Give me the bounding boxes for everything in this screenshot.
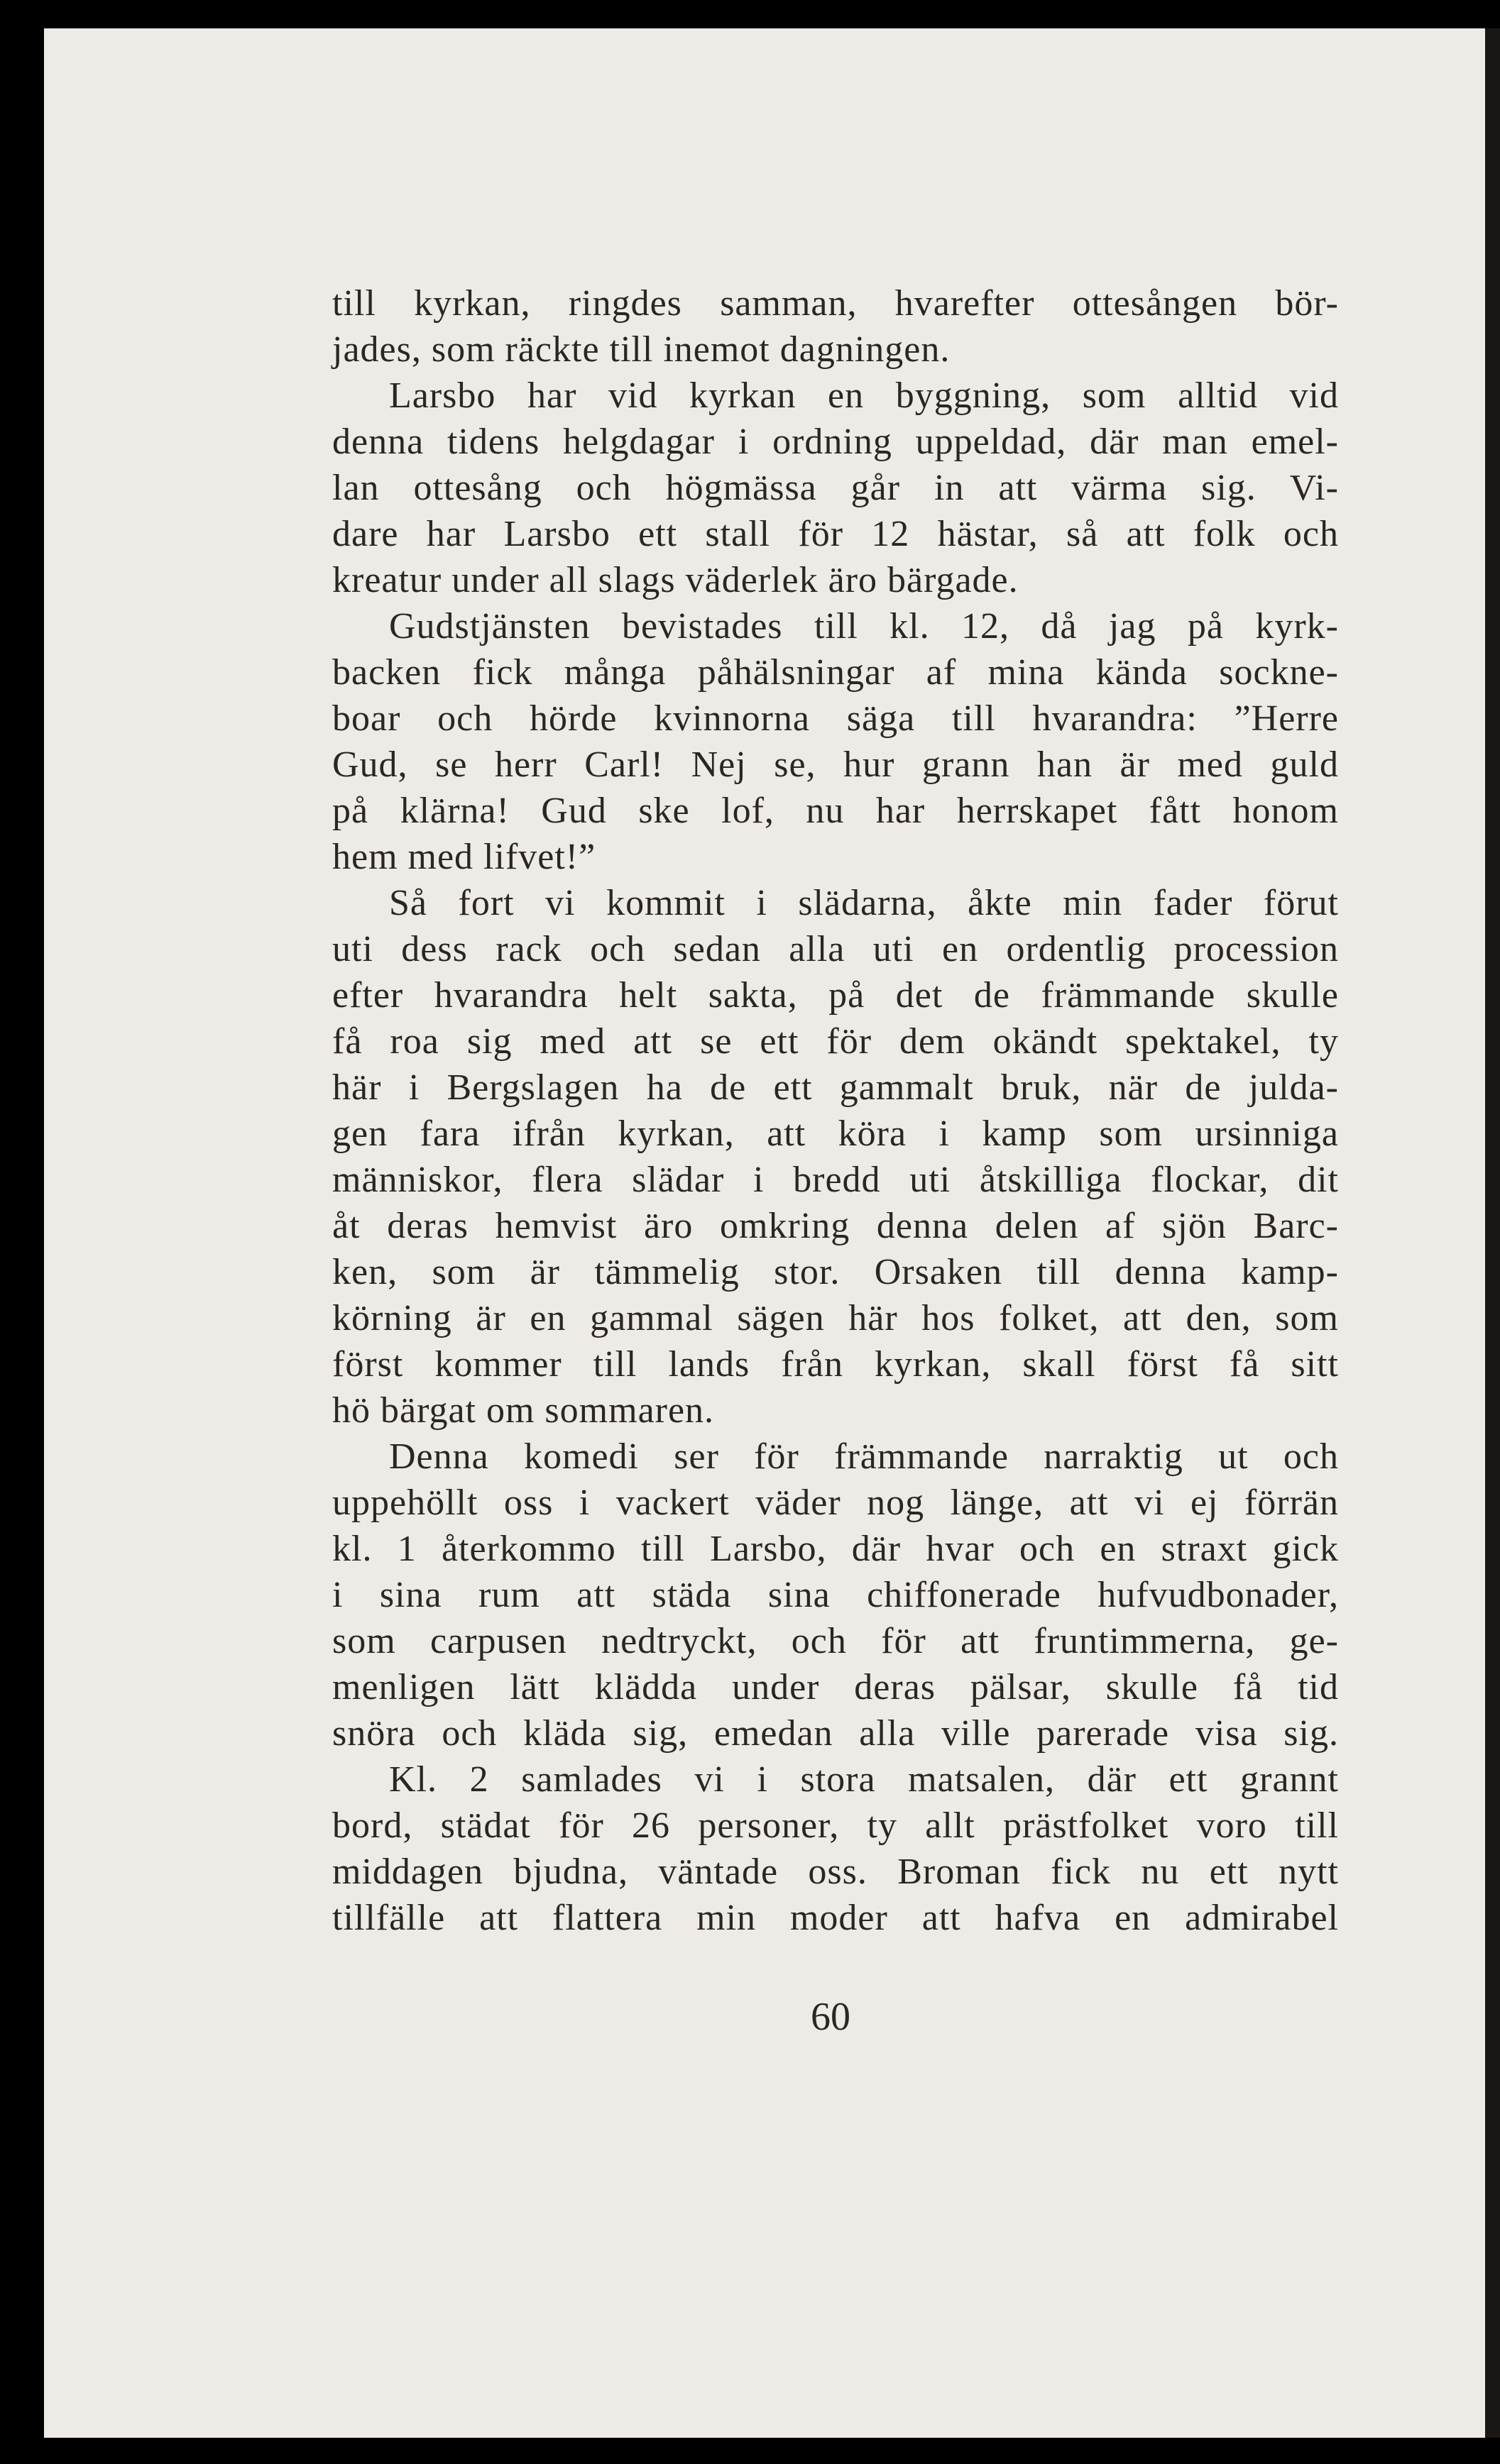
- text-line: här i Bergslagen ha de ett gammalt bruk, när de julda-: [332, 1067, 1339, 1108]
- text-line: ken, som är tämmelig stor. Orsaken till denna kamp-: [332, 1252, 1339, 1292]
- text-line: uppehöllt oss i vackert väder nog länge, att vi ej förrän: [332, 1483, 1339, 1523]
- text-line: Larsbo har vid kyrkan en byggning, som alltid vid: [389, 375, 1339, 416]
- text-line: hö bärgat om sommaren.: [332, 1390, 715, 1431]
- text-line: kl. 1 återkommo till Larsbo, där hvar och en straxt gick: [332, 1529, 1339, 1569]
- text-line: åt deras hemvist äro omkring denna delen af sjön Barc-: [332, 1206, 1339, 1246]
- text-line: tillfälle att flattera min moder att hafva en admirabel: [332, 1898, 1339, 1938]
- text-line: backen fick många påhälsningar af mina kända sockne-: [332, 652, 1339, 693]
- page-number: 60: [811, 1995, 850, 2039]
- text-line: hem med lifvet!”: [332, 837, 596, 877]
- text-line: i sina rum att städa sina chiffonerade hufvudbonader,: [332, 1575, 1339, 1615]
- text-line: jades, som räckte till inemot dagningen.: [332, 329, 951, 370]
- text-line: efter hvarandra helt sakta, på det de främmande skulle: [332, 975, 1339, 1016]
- text-line: dare har Larsbo ett stall för 12 hästar, så att folk och: [332, 514, 1339, 554]
- text-line: Denna komedi ser för främmande narraktig ut och: [389, 1436, 1339, 1477]
- text-line: Kl. 2 samlades vi i stora matsalen, där ett grannt: [389, 1759, 1339, 1800]
- text-line: boar och hörde kvinnorna säga till hvarandra: ”Herre: [332, 698, 1339, 739]
- text-line: körning är en gammal sägen här hos folket, att den, som: [332, 1298, 1339, 1338]
- text-line: Gudstjänsten bevistades till kl. 12, då jag på kyrk-: [389, 606, 1339, 647]
- text-line: kreatur under all slags väderlek äro bärgade.: [332, 560, 1019, 600]
- text-line: som carpusen nedtryckt, och för att fruntimmerna, ge-: [332, 1621, 1339, 1661]
- text-line: uti dess rack och sedan alla uti en ordentlig procession: [332, 929, 1339, 969]
- body-text: [332, 280, 1339, 1941]
- text-line: snöra och kläda sig, emedan alla ville parerade visa sig.: [332, 1713, 1339, 1754]
- text-line: gen fara ifrån kyrkan, att köra i kamp som ursinniga: [332, 1113, 1339, 1154]
- text-line: menligen lätt klädda under deras pälsar, skulle få tid: [332, 1667, 1339, 1707]
- text-line: till kyrkan, ringdes samman, hvarefter ottesången bör-: [332, 283, 1339, 324]
- text-line: få roa sig med att se ett för dem okändt spektakel, ty: [332, 1021, 1339, 1062]
- text-line: Gud, se herr Carl! Nej se, hur grann han är med guld: [332, 744, 1339, 785]
- text-line: denna tidens helgdagar i ordning uppeldad, där man emel-: [332, 422, 1339, 462]
- text-line: människor, flera slädar i bredd uti åtskilliga flockar, dit: [332, 1160, 1339, 1200]
- text-line: middagen bjudna, väntade oss. Broman fick nu ett nytt: [332, 1852, 1339, 1892]
- text-line: bord, städat för 26 personer, ty allt prästfolket voro till: [332, 1805, 1339, 1846]
- text-line: lan ottesång och högmässa går in att värma sig. Vi-: [332, 468, 1339, 508]
- page-edge: [1485, 28, 1500, 2438]
- text-line: Så fort vi kommit i slädarna, åkte min fader förut: [389, 883, 1339, 923]
- text-line: först kommer till lands från kyrkan, skall först få sitt: [332, 1344, 1339, 1385]
- text-line: på klärna! Gud ske lof, nu har herrskapet fått honom: [332, 791, 1339, 831]
